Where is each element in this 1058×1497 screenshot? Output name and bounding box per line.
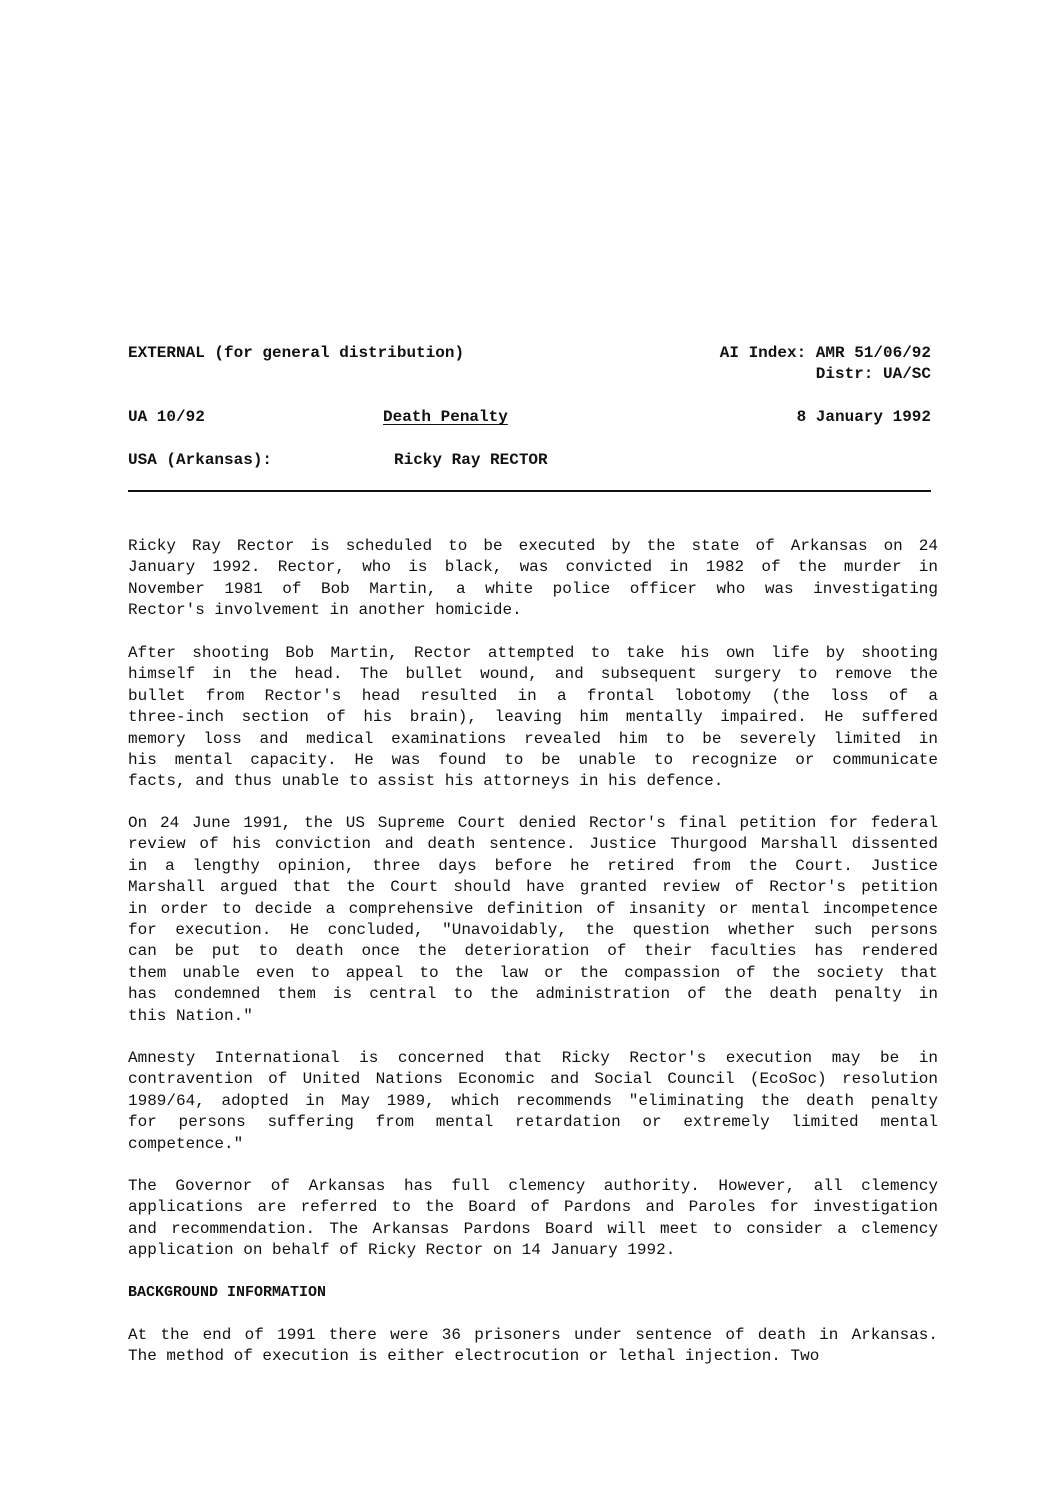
ua-number: UA 10/92	[128, 408, 205, 426]
text-line: The method of execution is either electrocution or lethal injection. Two	[128, 1347, 820, 1366]
paragraph-4	[128, 1048, 938, 1155]
text-line: them unable even to appeal to the law or the compassion of the society that	[128, 963, 938, 982]
paragraph-5	[128, 1176, 938, 1262]
text-line: his mental capacity. He was found to be unable to recognize or communicate	[128, 751, 938, 770]
country-label: USA (Arkansas):	[128, 451, 273, 469]
text-line: After shooting Bob Martin, Rector attempted to take his own life by shooting	[128, 644, 938, 662]
text-line: memory loss and medical examinations revealed him to be severely limited in	[128, 729, 938, 748]
background-paragraph	[128, 1325, 938, 1368]
text-line: has condemned them is central to the administration of the death penalty in	[128, 985, 938, 1004]
text-line: The Governor of Arkansas has full clemency authority. However, all clemency	[128, 1177, 938, 1195]
text-line: himself in the head. The bullet wound, and subsequent surgery to remove the	[128, 665, 938, 684]
text-line: review of his conviction and death sentence. Justice Thurgood Marshall dissented	[128, 835, 938, 854]
distribution-label: EXTERNAL (for general distribution)	[128, 344, 465, 362]
distribution-code: Distr: UA/SC	[815, 365, 931, 383]
paragraph-3	[128, 813, 938, 1027]
ai-index: AI Index: AMR 51/06/92	[719, 344, 931, 362]
text-line: for persons suffering from mental retardation or extremely limited mental	[128, 1113, 938, 1132]
text-line: contravention of United Nations Economic and Social Council (EcoSoc) resolution	[128, 1070, 938, 1089]
text-line: bullet from Rector's head resulted in a frontal lobotomy (the loss of a	[128, 686, 938, 705]
text-line: On 24 June 1991, the US Supreme Court denied Rector's final petition for federal	[128, 814, 938, 832]
text-line: three-inch section of his brain), leaving him mentally impaired. He suffered	[128, 708, 938, 727]
text-line: competence."	[128, 1134, 244, 1153]
text-line: this Nation."	[128, 1006, 253, 1025]
person-name: Ricky Ray RECTOR	[394, 451, 548, 469]
paragraph-1	[128, 536, 938, 622]
text-line: Marshall argued that the Court should have granted review of Rector's petition	[128, 878, 938, 897]
text-line: November 1981 of Bob Martin, a white police officer who was investigating	[128, 579, 938, 598]
text-line: application on behalf of Ricky Rector on 14 January 1992.	[128, 1241, 676, 1260]
background-heading: BACKGROUND INFORMATION	[128, 1284, 327, 1301]
text-line: Ricky Ray Rector is scheduled to be executed by the state of Arkansas on 24	[128, 537, 938, 555]
text-line: can be put to death once the deterioration of their faculties has rendered	[128, 942, 938, 961]
text-line: At the end of 1991 there were 36 prisoners under sentence of death in Arkansas.	[128, 1326, 938, 1344]
text-line: for execution. He concluded, "Unavoidably, the question whether such persons	[128, 921, 938, 940]
text-line: applications are referred to the Board of Pardons and Paroles for investigation	[128, 1198, 938, 1217]
text-line: facts, and thus unable to assist his attorneys in his defence.	[128, 772, 724, 791]
text-line: and recommendation. The Arkansas Pardons Board will meet to consider a clemency	[128, 1219, 938, 1238]
text-line: in order to decide a comprehensive definition of insanity or mental incompetence	[128, 899, 938, 918]
text-line: January 1992. Rector, who is black, was convicted in 1982 of the murder in	[128, 558, 938, 577]
text-line: Amnesty International is concerned that Ricky Rector's execution may be in	[128, 1049, 938, 1067]
text-line: in a lengthy opinion, three days before he retired from the Court. Justice	[128, 856, 938, 875]
subject-title: Death Penalty	[383, 408, 508, 426]
text-line: 1989/64, adopted in May 1989, which recommends "eliminating the death penalty	[128, 1091, 938, 1110]
text-line: Rector's involvement in another homicide.	[128, 601, 522, 620]
paragraph-2	[128, 643, 938, 793]
document-date: 8 January 1992	[796, 408, 931, 426]
header-divider	[128, 490, 931, 492]
